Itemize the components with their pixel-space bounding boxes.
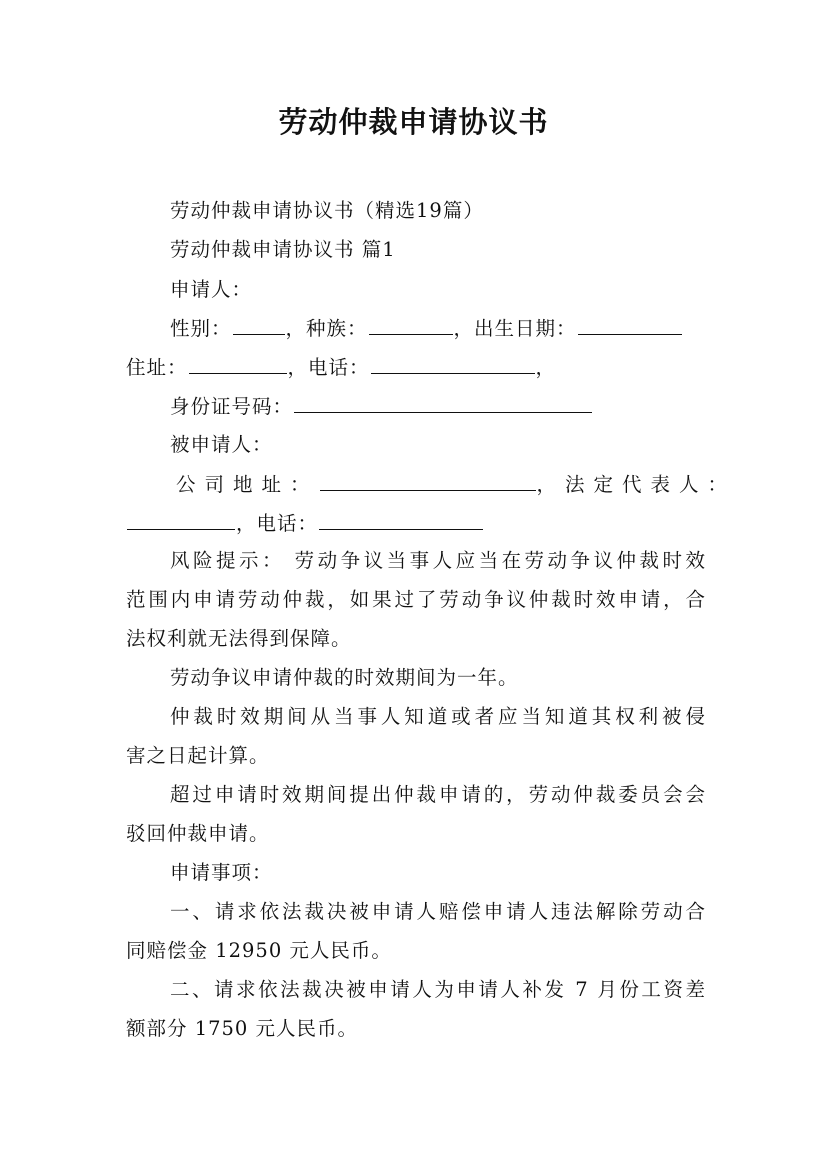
items-label: 申请事项： (170, 861, 273, 884)
risk-line-3: 法权利就无法得到保障。 (126, 627, 352, 650)
company-address-blank (320, 470, 536, 491)
ethnicity-blank (369, 314, 453, 335)
ethnicity-label: ，种族： (285, 317, 368, 340)
address-line (126, 353, 706, 382)
company-line (126, 470, 756, 499)
section-heading: 劳动仲裁申请协议书 篇1 (170, 238, 396, 261)
period-line: 劳动争议申请仲裁的时效期间为一年。 (170, 666, 519, 689)
legal-rep-line (126, 509, 706, 538)
item2-line-1: 二、请求依法裁决被申请人为申请人补发 7 月份工资差 (170, 978, 706, 1001)
id-label: 身份证号码： (170, 395, 294, 418)
applicant-label: 申请人： (170, 278, 253, 301)
phone-blank-2 (319, 509, 483, 530)
gender-blank (233, 314, 285, 335)
address-blank (189, 353, 287, 374)
reject-line-1: 超过申请时效期间提出仲裁申请的，劳动仲裁委员会会 (170, 783, 706, 806)
phone-label: ，电话： (287, 356, 370, 379)
address-label: 住址： (126, 356, 188, 379)
calc-line-2: 害之日起计算。 (126, 744, 270, 767)
applicant-info-line (126, 314, 750, 343)
calc-line-1: 仲裁时效期间从当事人知道或者应当知道其权利被侵 (170, 705, 706, 728)
phone-trailing: ， (535, 356, 557, 379)
company-address-label: 公司地址： (176, 473, 319, 496)
item1-line-2: 同赔偿金 12950 元人民币。 (126, 939, 392, 962)
birth-label: ，出生日期： (453, 317, 577, 340)
item2-line-2: 额部分 1750 元人民币。 (126, 1017, 359, 1040)
reject-line-2: 驳回仲裁申请。 (126, 822, 270, 845)
gender-label: 性别： (170, 317, 232, 340)
document-title: 劳动仲裁申请协议书 (278, 105, 549, 139)
subtitle-line: 劳动仲裁申请协议书（精选19篇） (170, 199, 484, 222)
risk-line-1: 风险提示： 劳动争议当事人应当在劳动争议仲裁时效 (170, 549, 706, 572)
risk-line-2: 范围内申请劳动仲裁，如果过了劳动争议仲裁时效申请，合 (126, 588, 706, 611)
legal-rep-label: ，法定代表人： (536, 473, 737, 496)
phone-blank (371, 353, 535, 374)
birth-blank (578, 314, 682, 335)
legal-rep-blank (127, 509, 235, 530)
id-line (126, 392, 750, 421)
phone-label-2: ，电话： (236, 512, 319, 535)
respondent-label: 被申请人： (170, 433, 273, 456)
item1-line-1: 一、请求依法裁决被申请人赔偿申请人违法解除劳动合 (170, 900, 706, 923)
id-blank (294, 392, 592, 413)
